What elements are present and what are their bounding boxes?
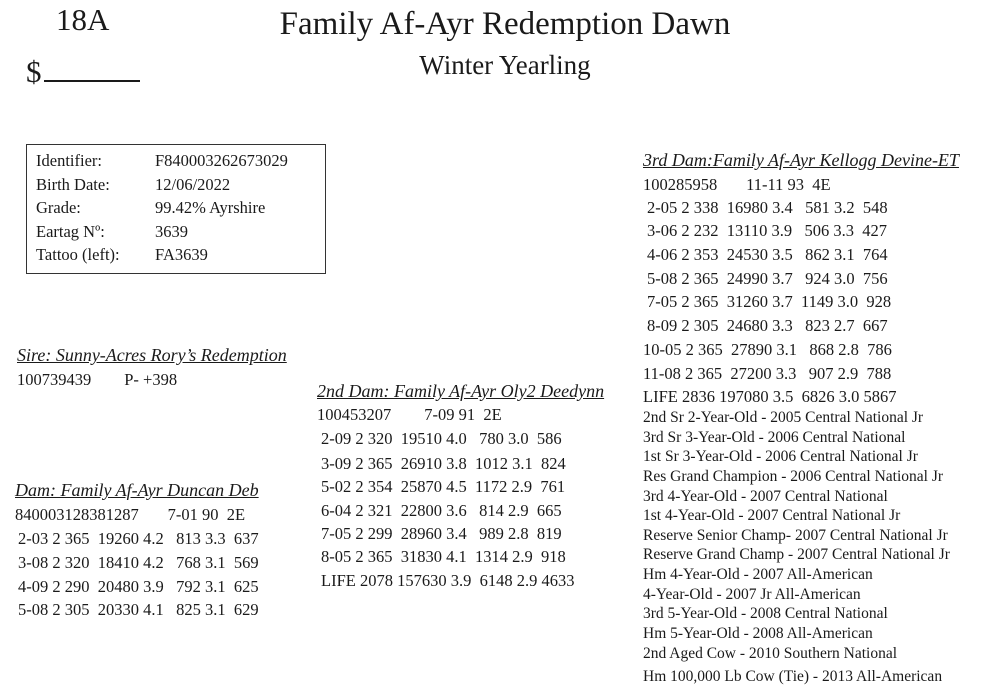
price-prefix: $ [26,54,42,89]
dam-heading: Dam: Family Af-Ayr Duncan Deb [15,480,259,500]
id-row-identifier [36,149,325,173]
id-label: Eartag Nº: [36,221,105,241]
award-item: Hm 4-Year-Old - 2007 All-American [643,566,873,583]
id-label: Tattoo (left): [36,245,120,264]
award-item: 2nd Aged Cow - 2010 Southern National [643,645,898,662]
dam-record: 5-08 2 305 20330 4.1 825 3.1 629 [18,600,259,619]
award-item: Res Grand Champion - 2006 Central National Jr [643,468,944,485]
award-item: Reserve Senior Champ- 2007 Central National Jr [643,527,948,544]
third-dam-lifetime: LIFE 2836 197080 3.5 6826 3.0 5867 [643,387,897,406]
third-dam-record: 5-08 2 365 24990 3.7 924 3.0 756 [647,269,888,288]
second-dam-record: 3-09 2 365 26910 3.8 1012 3.1 824 [321,454,566,473]
second-dam-record: 7-05 2 299 28960 3.4 989 2.8 819 [321,524,562,543]
lot-number: 18A [56,2,110,37]
third-dam-registration: 100285958 11-11 93 4E [643,175,831,194]
id-label: Identifier: [36,151,102,170]
award-item: 1st 4-Year-Old - 2007 Central National Jr [643,507,901,524]
third-dam-record: 3-06 2 232 13110 3.9 506 3.3 427 [647,221,888,240]
id-row-tattoo [36,243,325,267]
third-dam-record: 8-09 2 305 24680 3.3 823 2.7 667 [647,316,888,335]
third-dam-record: 11-08 2 365 27200 3.3 907 2.9 788 [643,364,892,383]
id-label: Grade: [36,198,81,217]
second-dam-record: 8-05 2 365 31830 4.1 1314 2.9 918 [321,547,566,566]
id-label: Birth Date: [36,174,110,194]
dam-registration: 840003128381287 7-01 90 2E [15,505,246,524]
second-dam-heading: 2nd Dam: Family Af-Ayr Oly2 Deedynn [317,381,605,401]
award-item: 3rd Sr 3-Year-Old - 2006 Central National [643,429,906,446]
third-dam-heading: 3rd Dam:Family Af-Ayr Kellogg Devine-ET [643,150,959,170]
third-dam-record: 4-06 2 353 24530 3.5 862 3.1 764 [647,245,888,264]
third-dam-record: 10-05 2 365 27890 3.1 868 2.8 786 [643,340,892,359]
dam-record: 2-03 2 365 19260 4.2 813 3.3 637 [18,529,259,548]
dam-record: 4-09 2 290 20480 3.9 792 3.1 625 [18,577,259,596]
sire-heading: Sire: Sunny-Acres Rory’s Redemption [17,345,287,365]
id-row-eartag [36,220,325,244]
second-dam-record: 5-02 2 354 25870 4.5 1172 2.9 761 [321,477,566,496]
class-subtitle: Winter Yearling [419,50,591,80]
id-row-grade [36,196,325,220]
second-dam-lifetime: LIFE 2078 157630 3.9 6148 2.9 4633 [321,571,575,590]
second-dam-record: 2-09 2 320 19510 4.0 780 3.0 586 [321,429,562,448]
sire-registration: 100739439 P- +398 [17,370,178,389]
award-item: 2nd Sr 2-Year-Old - 2005 Central National Jr [643,409,924,426]
animal-name: Family Af-Ayr Redemption Dawn [279,6,731,42]
id-value: 99.42% Ayrshire [155,198,266,217]
id-value: FA3639 [155,245,208,264]
third-dam-record: 2-05 2 338 16980 3.4 581 3.2 548 [647,198,888,217]
award-item: Reserve Grand Champ - 2007 Central National Jr [643,546,950,563]
award-item: 3rd 4-Year-Old - 2007 Central National [643,488,888,505]
award-item: 1st Sr 3-Year-Old - 2006 Central National Jr [643,448,918,465]
dam-record: 3-08 2 320 18410 4.2 768 3.1 569 [18,553,259,572]
award-item: Hm 5-Year-Old - 2008 All-American [643,625,873,642]
second-dam-record: 6-04 2 321 22800 3.6 814 2.9 665 [321,501,562,520]
award-item: Hm 100,000 Lb Cow (Tie) - 2013 All-American [643,668,943,685]
award-item: 4-Year-Old - 2007 Jr All-American [643,586,861,603]
award-item: 3rd 5-Year-Old - 2008 Central National [643,605,888,622]
second-dam-registration: 100453207 7-09 91 2E [317,405,502,424]
id-row-birth-date [36,173,325,197]
id-value: 3639 [155,221,188,241]
third-dam-record: 7-05 2 365 31260 3.7 1149 3.0 928 [647,292,892,311]
id-value: F840003262673029 [155,151,288,170]
identification-box [26,144,326,274]
id-value: 12/06/2022 [155,174,231,194]
